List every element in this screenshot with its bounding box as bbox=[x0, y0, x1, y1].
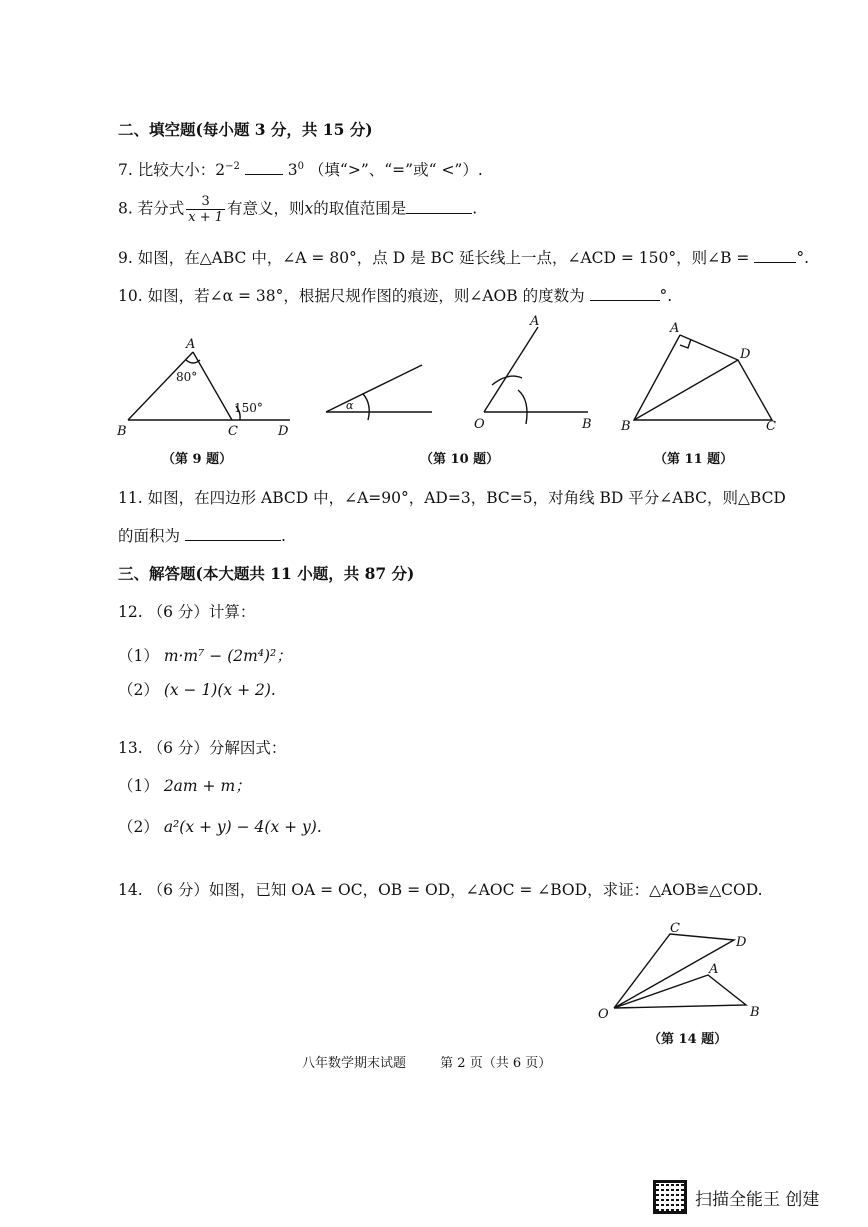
fig11-label-d: D bbox=[740, 347, 751, 362]
question-14: 14. （6 分）如图，已知 OA = OC，OB = OD，∠AOC = ∠BOD，求证：△AOB≌△COD. bbox=[118, 881, 763, 899]
fig9-label-a: A bbox=[186, 337, 196, 352]
section2-title: 二、填空题(每小题 3 分，共 15 分) bbox=[118, 120, 373, 139]
fig11-label-a: A bbox=[670, 321, 680, 336]
fig9-angle-a: 80° bbox=[176, 370, 198, 384]
fraction: $\frac{3}{x + 1}$ bbox=[188, 194, 224, 225]
page-footer bbox=[302, 1052, 581, 1071]
fig14-label-a: A bbox=[709, 962, 719, 977]
fig11-label-b: B bbox=[621, 419, 631, 434]
question-11-line2: 的面积为 . bbox=[118, 527, 286, 545]
footer-title: 八年数学期末试题 bbox=[302, 1056, 407, 1071]
watermark-text: 扫描全能王 创建 bbox=[695, 1189, 820, 1210]
fig9-angle-c: 150° bbox=[234, 401, 263, 415]
question-8: 8. 若分式 $\frac{3}{x + 1}$ 有意义，则x的取值范围是 . bbox=[118, 194, 478, 225]
fig14-label-d: D bbox=[736, 935, 747, 950]
fig9-label-b: B bbox=[117, 424, 127, 439]
question-10: 10. 如图，若∠α = 38°，根据尺规作图的痕迹，则∠AOB 的度数为 °. bbox=[118, 287, 673, 305]
fig14-caption: （第 14 题） bbox=[648, 1032, 728, 1047]
fig10-caption: （第 10 题） bbox=[420, 452, 500, 467]
fig14-label-b: B bbox=[750, 1005, 760, 1020]
fig11-caption: （第 11 题） bbox=[654, 452, 734, 467]
fig14-label-c: C bbox=[670, 921, 680, 936]
fig9-caption: （第 9 题） bbox=[162, 452, 233, 467]
fig10-label-b: B bbox=[582, 417, 592, 432]
fig10-alpha: α bbox=[346, 399, 354, 412]
question-13-title: 13. （6 分）分解因式： bbox=[118, 739, 287, 757]
question-12-part1: （1） m·m⁷ − (2m⁴)²； bbox=[118, 647, 292, 665]
fig9-label-c: C bbox=[228, 424, 238, 439]
fig10-label-o: O bbox=[474, 417, 485, 432]
footer-page: 第 2 页（共 6 页） bbox=[440, 1056, 552, 1071]
question-7: 7. 比较大小：$2^{-2}$ $3^0$ （填“>”、“=”或“ <”）. bbox=[118, 160, 483, 179]
section3-title: 三、解答题(本大题共 11 小题，共 87 分) bbox=[118, 564, 415, 583]
question-12-title: 12. （6 分）计算： bbox=[118, 603, 256, 621]
fig9-label-d: D bbox=[278, 424, 289, 439]
question-9: 9. 如图，在△ABC 中，∠A = 80°，点 D 是 BC 延长线上一点，∠ACD = 150°，则∠B = °. bbox=[118, 249, 810, 267]
answer-blank[interactable] bbox=[185, 526, 281, 541]
question-13-part1: （1） 2am + m； bbox=[118, 777, 251, 795]
fig14-label-o: O bbox=[598, 1007, 609, 1022]
question-11-line1: 11. 如图，在四边形 ABCD 中，∠A=90°，AD=3，BC=5，对角线 BD 平分∠ABC，则△BCD bbox=[118, 489, 786, 507]
fig10-label-a: A bbox=[530, 314, 540, 329]
question-13-part2: （2） a²(x + y) − 4(x + y). bbox=[118, 818, 322, 836]
watermark bbox=[653, 1180, 819, 1214]
fig11-label-c: C bbox=[766, 419, 776, 434]
question-12-part2: （2） (x − 1)(x + 2). bbox=[118, 681, 276, 699]
qr-code-icon bbox=[653, 1180, 687, 1214]
